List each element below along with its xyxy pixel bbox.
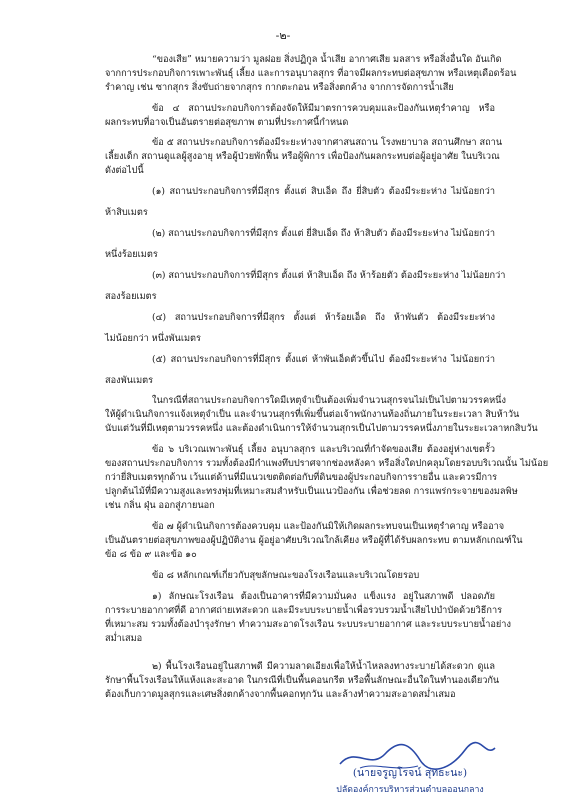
text-line: ของสถานประกอบกิจการ รวมทั้งต้องมีกำแพงทึบปราศจากช่องหลังคา หรือสิ่งใดปกคลุมโดยรอบบริเวณนั้น ไม่น้อย — [105, 458, 549, 469]
text-line: เลี้ยงเด็ก สถานดูแลผู้สูงอายุ หรือผู้ป่วยพักฟื้น หรือผู้พิการ เพื่อป้องกันผลกระทบต่อผู้อยู่อาศัย ในบริเวณ — [105, 151, 500, 162]
list-item-line: สองร้อยเมตร — [105, 291, 157, 302]
section-heading: ข้อ ๘ หลักเกณฑ์เกี่ยวกับสุขลักษณะของโรงเรือนและบริเวณโดยรอบ — [152, 570, 420, 581]
text-line: ดังต่อไปนี้ — [105, 165, 144, 176]
list-item-line: (๒) สถานประกอบกิจการที่มีสุกร ตั้งแต่ ยี่สิบเอ็ด ถึง ห้าสิบตัว ต้องมีระยะห่าง ไม่น้อยกว่า — [152, 228, 495, 239]
text-line: ต้องเก็บกวาดมูลสุกรและเศษสิ่งตกค้างจากพื้นคอกทุกวัน และล้างทำความสะอาดสม่ำเสมอ — [105, 689, 456, 700]
text-line: ข้อ ๕ สถานประกอบกิจการต้องมีระยะห่างจากศาสนสถาน โรงพยาบาล สถานศึกษา สถาน — [152, 137, 503, 148]
list-item-line: (๑) สถานประกอบกิจการที่มีสุกร ตั้งแต่ สิบเอ็ด ถึง ยี่สิบตัว ต้องมีระยะห่าง ไม่น้อยกว่า — [152, 186, 495, 197]
text-line: เป็นอันตรายต่อสุขภาพของผู้ปฏิบัติงาน ผู้อยู่อาศัยบริเวณใกล้เคียง หรือผู้ที่ได้รับผลกระทบ ตามหลักเกณฑ์ใน — [105, 535, 523, 546]
page-number: -๒- — [275, 29, 291, 42]
text-line: ปลูกต้นไม้ที่มีความสูงและทรงพุ่มที่เหมาะสมสำหรับเป็นแนวป้องกัน เพื่อช่วยลด การแพร่กระจายของมลพิษ — [105, 486, 518, 497]
text-line: ๑) ลักษณะโรงเรือน ต้องเป็นอาคารที่มีความมั่นคง แข็งแรง อยู่ในสภาพดี ปลอดภัย — [152, 591, 495, 602]
text-line: นับแต่วันที่มีเหตุตามวรรคหนึ่ง และต้องดำเนินการให้จำนวนสุกรเป็นไปตามวรรคหนึ่งภายในระยะเวลาหกสิบวัน — [105, 423, 538, 434]
text-line: ข้อ ๘ ข้อ ๙ และข้อ ๑๐ — [105, 549, 197, 560]
text-line: ผลกระทบที่อาจเป็นอันตรายต่อสุขภาพ ตามที่ประกาศนี้กำหนด — [105, 117, 349, 128]
list-item-line: หนึ่งร้อยเมตร — [105, 249, 158, 260]
list-item-line: ไม่น้อยกว่า หนึ่งพันเมตร — [105, 333, 201, 344]
signatory-name: (นายจรูญโรจน์ สุทธะนะ) — [352, 767, 468, 779]
text-line: ข้อ ๗ ผู้ดำเนินกิจการต้องควบคุม และป้องกันมิให้เกิดผลกระทบจนเป็นเหตุรำคาญ หรืออาจ — [152, 521, 505, 532]
text-line: ในกรณีที่สถานประกอบกิจการใดมีเหตุจำเป็นต้องเพิ่มจำนวนสุกรจนไม่เป็นไปตามวรรคหนึ่ง — [152, 395, 506, 406]
text-line: การระบายอากาศที่ดี อากาศถ่ายเทสะดวก และมีระบบระบายน้ำเพื่อรวบรวมน้ำเสียไปบำบัดด้วยวิธีการ — [105, 605, 503, 616]
list-item-line: สองพันเมตร — [105, 375, 154, 386]
text-line: ๒) พื้นโรงเรือนอยู่ในสภาพดี มีความลาดเอียงเพื่อให้น้ำไหลลงทางระบายได้สะดวก ดูแล — [152, 661, 495, 672]
list-item-line: (๓) สถานประกอบกิจการที่มีสุกร ตั้งแต่ ห้าสิบเอ็ด ถึง ห้าร้อยตัว ต้องมีระยะห่าง ไม่น้อยกว่า — [152, 270, 506, 281]
text-line: ที่เหมาะสม รวมทั้งต้องบำรุงรักษา ทำความสะอาดโรงเรือน ระบบระบายอากาศ และระบบระบายน้ำอย่าง — [105, 619, 511, 630]
text-line: รักษาพื้นโรงเรือนให้แห้งและสะอาด ในกรณีที่เป็นพื้นคอนกรีต หรือพื้นลักษณะอื่นใดในทำนองเดียวกัน — [105, 675, 500, 686]
text-line: “ของเสีย” หมายความว่า มูลฝอย สิ่งปฏิกูล น้ำเสีย อากาศเสีย มลสาร หรือสิ่งอื่นใด อันเกิด — [152, 54, 502, 65]
text-line: รำคาญ เช่น ซากสุกร สิ่งขับถ่ายจากสุกร กากตะกอน หรือสิ่งตกค้าง จากการจัดการน้ำเสีย — [105, 82, 454, 93]
list-item-line: ห้าสิบเมตร — [105, 207, 148, 218]
signatory-title: ปลัดองค์การบริหารส่วนตำบลออนกลาง — [336, 785, 484, 795]
text-line: เช่น กลิ่น ฝุ่น ออกสู่ภายนอก — [105, 500, 215, 511]
list-item-line: (๕) สถานประกอบกิจการที่มีสุกร ตั้งแต่ ห้าพันเอ็ดตัวขึ้นไป ต้องมีระยะห่าง ไม่น้อยกว่า — [152, 354, 495, 365]
text-line: จากการประกอบกิจการเพาะพันธุ์ เลี้ยง และการอนุบาลสุกร ที่อาจมีผลกระทบต่อสุขภาพ หรือเหตุเดือดร้อน — [105, 68, 517, 79]
text-line: กว่ายี่สิบเมตรทุกด้าน เว้นแต่ด้านที่มีแนวเขตติดต่อกับที่ดินของผู้ประกอบกิจการรายอื่น และควรมีการ — [105, 472, 498, 483]
text-line: ให้ผู้ดำเนินกิจการแจ้งเหตุจำเป็น และจำนวนสุกรที่เพิ่มขึ้นต่อเจ้าพนักงานท้องถิ่นภายในระยะเวลา สิบห้าวัน — [105, 409, 520, 420]
signature-block — [300, 740, 520, 796]
text-line: ข้อ ๔ สถานประกอบกิจการต้องจัดให้มีมาตรการควบคุมและป้องกันเหตุรำคาญ หรือ — [152, 103, 495, 114]
list-item-line: (๔) สถานประกอบกิจการที่มีสุกร ตั้งแต่ ห้าร้อยเอ็ด ถึง ห้าพันตัว ต้องมีระยะห่าง — [152, 312, 495, 323]
text-line: สม่ำเสมอ — [105, 633, 143, 644]
text-line: ข้อ ๖ บริเวณเพาะพันธุ์ เลี้ยง อนุบาลสุกร และบริเวณที่กำจัดของเสีย ต้องอยู่ห่างเขตรั้ว — [152, 444, 495, 455]
